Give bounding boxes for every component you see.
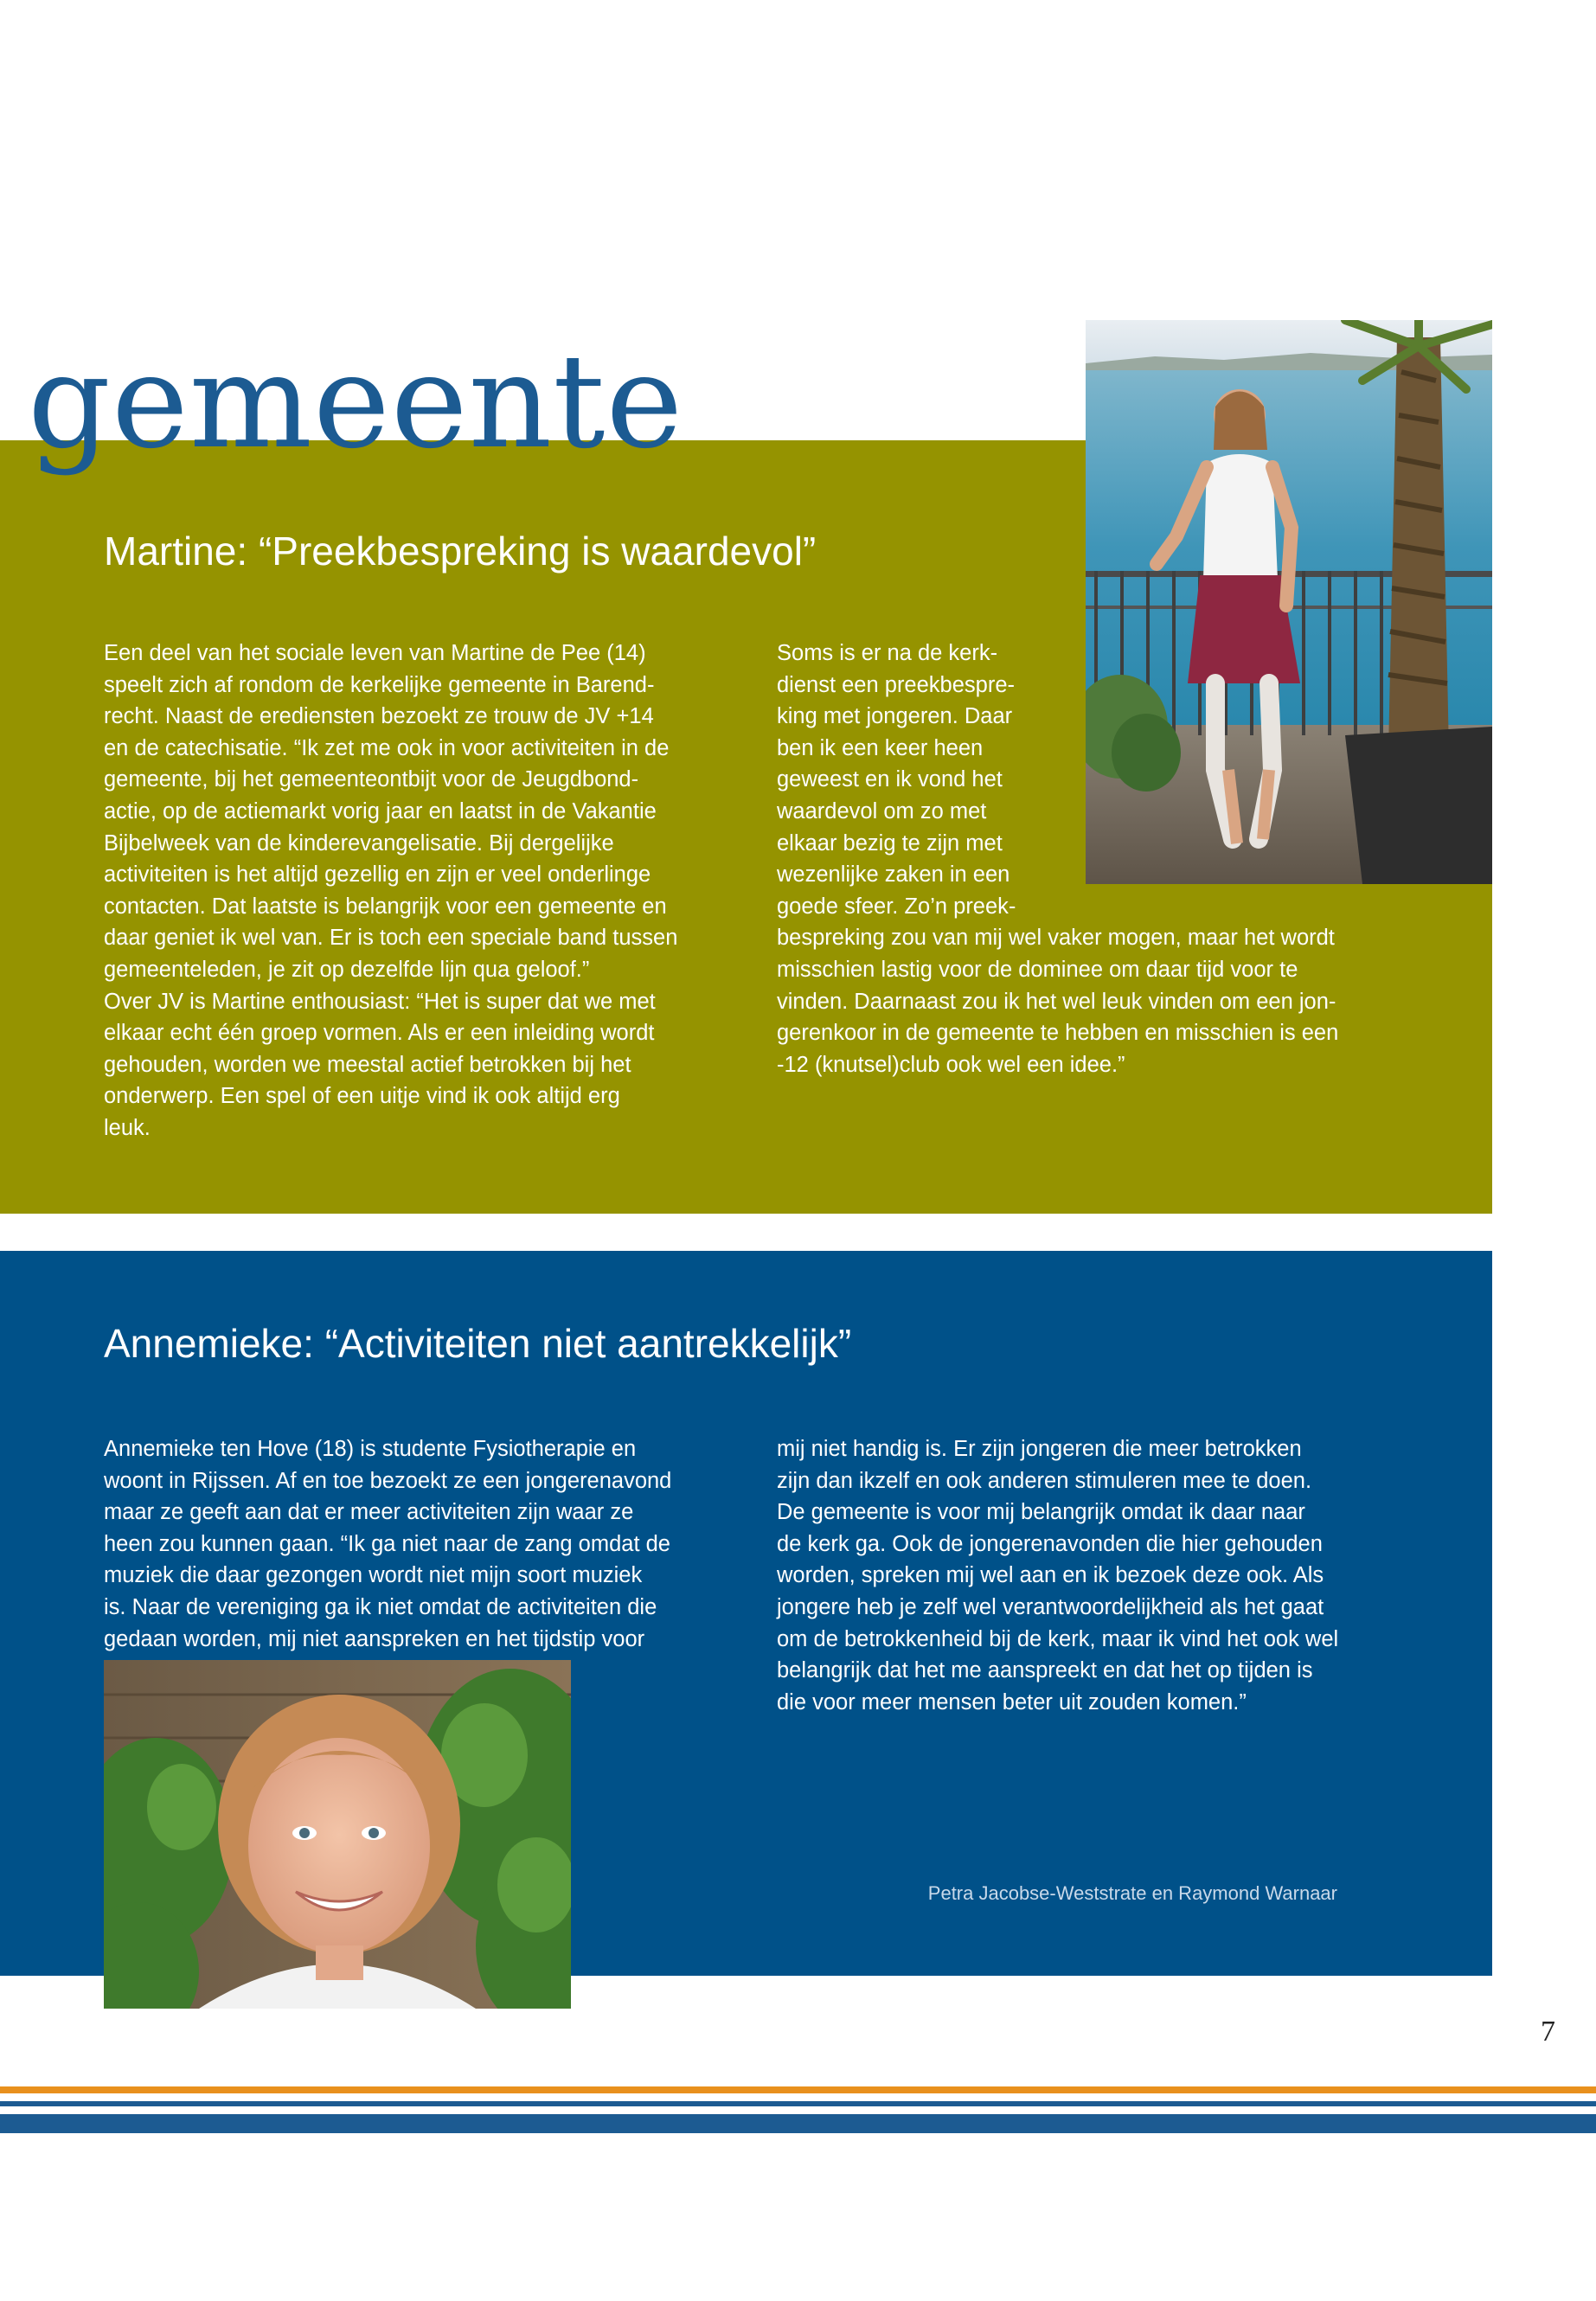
orange-stripe — [0, 2086, 1596, 2093]
article1-col1-line: Bijbelweek van de kinderevangelisatie. Bij dergelijke — [104, 830, 614, 856]
article2-col1-line: muziek die daar gezongen wordt niet mijn soort muziek — [104, 1563, 643, 1588]
article1-col2-line: waardevol om zo met — [777, 798, 987, 824]
article2-col2-line: mij niet handig is. Er zijn jongeren die meer betrokken — [777, 1437, 1302, 1461]
article1-col1-line: onderwerp. Een spel of een uitje vind ik ook altijd erg — [104, 1084, 620, 1109]
article2-col2-line: om de betrokkenheid bij de kerk, maar ik vind het ook wel — [777, 1626, 1339, 1651]
article1-col1-line: actie, op de actiemarkt vorig jaar en laatst in de Vakantie — [104, 798, 657, 824]
article1-col2-line: king met jongeren. Daar — [777, 704, 1013, 729]
article1-col2-line: Soms is er na de kerk- — [777, 641, 998, 665]
article2-col2-line: jongere heb je zelf wel verantwoordelijkheid als het gaat — [777, 1594, 1324, 1619]
article1-col1-line: gemeenteleden, je zit op dezelfde lijn qua geloof.” — [104, 957, 590, 982]
article1-col2-line: -12 (knutsel)club ook wel een idee.” — [777, 1052, 1125, 1077]
article1-col1-line: en de catechisatie. “Ik zet me ook in voor activiteiten in de — [104, 735, 670, 760]
article2-col2-line: de kerk ga. Ook de jongerenavonden die hier gehouden — [777, 1531, 1323, 1556]
article2-col1-line: heen zou kunnen gaan. “Ik ga niet naar de zang omdat de — [104, 1531, 670, 1556]
article2-heading: Annemieke: “Activiteiten niet aantrekkelijk” — [104, 1321, 852, 1366]
article1-col1-line: recht. Naast de erediensten bezoekt ze trouw de JV +14 — [104, 704, 654, 729]
article1-col2-line: geweest en ik vond het — [777, 767, 1003, 792]
blue-stripe-thick — [0, 2114, 1596, 2133]
author-credit: Petra Jacobse-Weststrate en Raymond Warnaar — [927, 1882, 1337, 1904]
article1-col1-line: Een deel van het sociale leven van Martine de Pee (14) — [104, 641, 646, 665]
article2-col1-line: is. Naar de vereniging ga ik niet omdat de activiteiten die — [104, 1594, 657, 1619]
article2-col2-line: De gemeente is voor mij belangrijk omdat ik daar naar — [777, 1500, 1305, 1525]
article2-col2-line: belangrijk dat het me aanspreekt en dat het op tijden is — [777, 1658, 1313, 1683]
section-title: gemeente — [28, 327, 684, 478]
article1-column-1 — [104, 638, 709, 1144]
article1-col2-line: goede sfeer. Zo’n preek- — [777, 894, 1016, 919]
photo-annemieke — [104, 1660, 571, 2009]
article1-col2-line: elkaar bezig te zijn met — [777, 830, 1003, 856]
article2-col2-line: worden, spreken mij wel aan en ik bezoek deze ook. Als — [777, 1563, 1324, 1588]
article2-col1-line: Annemieke ten Hove (18) is studente Fysiotherapie en — [104, 1437, 637, 1461]
article2-column-1 — [104, 1433, 709, 1655]
article1-col2-line: misschien lastig voor de dominee om daar tijd voor te — [777, 957, 1298, 982]
article1-col2-line: bespreking zou van mij wel vaker mogen, maar het wordt — [777, 926, 1335, 951]
article2-col1-line: gedaan worden, mij niet aanspreken en het tijdstip voor — [104, 1626, 645, 1651]
article1-col1-line: gemeente, bij het gemeenteontbijt voor de Jeugdbond- — [104, 767, 639, 792]
article1-col2-line: wezenlijke zaken in een — [777, 862, 1010, 888]
article1-col1-line: elkaar echt één groep vormen. Als er een inleiding wordt — [104, 1021, 655, 1046]
blue-stripe-thin — [0, 2101, 1596, 2106]
article1-col2-line: vinden. Daarnaast zou ik het wel leuk vinden om een jon- — [777, 989, 1336, 1014]
article1-col1-line: daar geniet ik wel van. Er is toch een speciale band tussen — [104, 926, 678, 951]
article2-col2-line: die voor meer mensen beter uit zouden komen.” — [777, 1689, 1247, 1715]
article2-col1-line: woont in Rijssen. Af en toe bezoekt ze een jongerenavond — [104, 1468, 672, 1493]
article1-col1-line: Over JV is Martine enthousiast: “Het is super dat we met — [104, 989, 656, 1014]
page-number: 7 — [1541, 2016, 1555, 2048]
article2-column-2 — [777, 1433, 1382, 1718]
article1-col1-line: activiteiten is het altijd gezellig en zijn er veel onderlinge — [104, 862, 651, 888]
article1-col1-line: speelt zich af rondom de kerkelijke gemeente in Barend- — [104, 672, 655, 697]
article1-col2-line: ben ik een keer heen — [777, 735, 984, 760]
article1-col1-line: contacten. Dat laatste is belangrijk voor een gemeente en — [104, 894, 667, 919]
article1-heading: Martine: “Preekbespreking is waardevol” — [104, 529, 817, 574]
article2-col1-line: maar ze geeft aan dat er meer activiteiten zijn waar ze — [104, 1500, 634, 1525]
article1-column-2 — [777, 638, 1382, 1080]
article1-col1-line: gehouden, worden we meestal actief betrokken bij het — [104, 1052, 631, 1077]
article2-col2-line: zijn dan ikzelf en ook anderen stimuleren mee te doen. — [777, 1468, 1312, 1493]
article1-col2-line: gerenkoor in de gemeente te hebben en misschien is een — [777, 1021, 1339, 1046]
article1-col1-line: leuk. — [104, 1115, 151, 1140]
article1-col2-line: dienst een preekbespre- — [777, 672, 1016, 697]
